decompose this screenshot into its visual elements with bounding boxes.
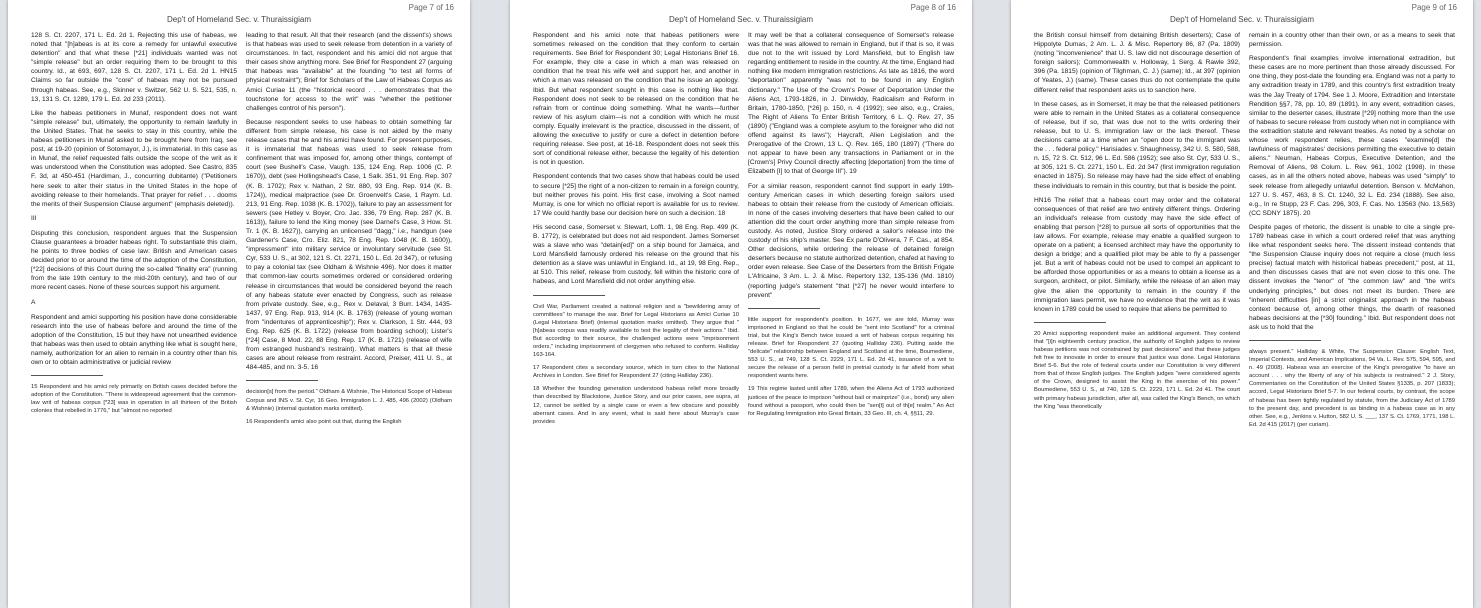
footnote: always present." Halliday & White, The Suspension Clause: English Text, Imperial Contexts, and American Implications, 94 Va. L. Rev. 575, 594, 595, and n. 49 (2008). Habeas was an exercise of the King's prerogative "to have an account . . . why the liberty of any of his subjects is restrained." 2 J. Story, Commentaries on the Constitution of the United States §1335, p. 207 (1833); accord, Legal Historians Brief 5-7. In our federal courts, by contrast, the scope of habeas has been tightly regulated by statute, from the Judiciary Act of 1789 to the present day, and precedent is as binding in a habeas case as in any other. See, e.g., Jenkins v. Hutton, 582 U. S. ___, 137 S. Ct. 1769, 1771, 198 L. Ed. 2d 415 (2017) (per curiam). (1249, 349, 1455, 428)
paragraph: remain in a country other than their own, or as a means to seek that permission. (1249, 32, 1455, 49)
footnote-divider (246, 380, 318, 381)
paragraph: Respondent and his amici note that habeas petitioners were sometimes released on the condition that they conform to certain requirements. See Brief for Respondent 30; Legal Historians Brief 16. For example, they cite a case in which a man was released on condition that he treat his wife well and support her, and another in which a man was released on the condition that he issue an apology. Ibid. But what respondent sought in this case is nothing like that. Respondent does not seek to be released on the condition that he refrain from or continue doing something. What he wants—further review of his asylum claim—is not a condition with which he must comply. Equally irrelevant is the practice, discussed in the dissent, of allowing the executive to justify or cure a defect in detention before requiring release. See post, at 16-18. Respondent does not seek this sort of conditional release either, because the legality of his detention is not in question. (533, 32, 739, 167)
column-right (246, 31, 452, 604)
section-heading: III (31, 214, 37, 222)
paragraph: leading to that result. All that their research (and the dissent's) shows is that habeas was used to seek release from detention in a variety of circumstances. In fact, respondent and his amici did not argue that their cases show anything more. See Brief for Respondent 27 (arguing that habeas was "available" at the founding "to test all forms of physical restraint"); Brief for Scholars of the Law of Habeas Corpus as Amici Curiae 11 (the "historical record . . . demonstrates that the touchstone for access to the writ" was "whether the petitioner challenges control of his person"). (246, 32, 452, 112)
page-columns (1034, 31, 1455, 604)
footnote: 17 Respondent cites a secondary source, which in turn cites to the National Archives in London. See Brief for Respondent 27 (citing Halliday 236). (533, 365, 739, 380)
paragraph: HN16 The relief that a habeas court may order and the collateral consequences of that relief are two entirely different things. Ordering an individual's release from custody may have the side effect of enabling that person [*28] to pursue all sorts of opportunities that the law allows. For example, release may enable a qualified surgeon to operate on a patient; a licensed architect may have the opportunity to design a bridge; and a qualified pilot may be able to fly a passenger jet. But a writ of habeas could not be used to compel an applicant to be afforded those opportunities or as a means to obtain a license as a surgeon, architect, or pilot. Similarly, while the release of an alien may give the alien the opportunity to remain in the country if the immigration laws permit, we have no evidence that the writ as it was known in 1789 could be used to require that aliens be permitted to (1034, 196, 1240, 313)
paragraph: Disputing this conclusion, respondent argues that the Suspension Clause guarantees a broader habeas right. To substantiate this claim, he points to three bodies of case law: British and American cases decided prior to or around the time of the adoption of the Constitution, [*22] decisions of this Court during the so-called "finality era" (running from the late 19th century to the mid-20th century), and two of our more recent cases. None of these sources support his argument. (31, 229, 237, 292)
paragraph: 128 S. Ct. 2207, 171 L. Ed. 2d 1. Rejecting this use of habeas, we noted that "[h]abeas is at its core a remedy for unlawful executive detention" and that what these [*21] individuals wanted was not "simple release" but an order requiring them to be brought to this country. Id., at 693, 697, 128 S. Ct. 2207, 171 L. Ed. 2d 1. HN15 Claims so far outside the "core" of habeas may not be pursued through habeas. See, e.g., Skinner v. Switzer, 562 U. S. 521, 535, n. 13, 131 S. Ct. 1289, 179 L. Ed. 2d 233 (2011). (31, 32, 237, 103)
paragraph: the British consul himself from detaining British deserters); Case of Hippolyte Dumas, 2 Am. L. J. & Misc. Repertory 86, 87 (Pa. 1809) (noting "inconvenience" that U. S. law did not discourage desertion of foreign sailors); Commonwealth v. Holloway, 1 Serg. & Rawle 392, 396 (Pa. 1815) (opinion of Tilghman, C. J.) (same); Id., at 397 (opinion of Yeates, J.) (same). These cases thus do not contemplate the quite different relief that respondent asks us to sanction here. (1034, 32, 1240, 94)
paragraph: His second case, Somerset v. Stewart, Lofft. 1, 98 Eng. Rep. 499 (K. B. 1772), is celebrated but does not aid respondent. James Somerset was a slave who was "detain[ed]" on a ship bound for Jamaica, and Lord Mansfield famously ordered his release on the ground that his detention as a slave was unlawful in England. Id., at 19, 98 Eng. Rep., at 510. This relief, release from custody, fell within the historic core of habeas, and Lord Mansfield did not order anything else. (533, 223, 739, 286)
footnote-divider (1249, 340, 1321, 341)
page-number: Page 7 of 16 (408, 3, 454, 12)
paragraph: It may well be that a collateral consequence of Somerset's release was that he was allowed to remain in England, but if that is so, it was due not to the writ issued by Lord Mansfield, but to English law regarding entitlement to reside in the country. At the time, England had nothing like modern immigration restrictions. As late as 1816, the word "deportation" apparently "was not to be found in any English dictionary." The Use of the Crown's Power of Deportation Under the Aliens Act, 1793-1826, in J. Dinwiddy, Radicalism and Reform in Britain, 1780-1850, [*26] p. 150, n. 4 (1992); see also, e.g., Craies, The Right of Aliens To Enter British Territory, 6 L. Q. Rev. 27, 35 (1890) ("England was a complete asylum to the foreigner who did not offend against its laws"); Haycraft, Alien Legislation and the Prerogative of the Crown, 13 L. Q. Rev. 165, 180 (1897) ("There do not appear to have been any transactions in Parliament or in the [Crown's] Privy Council directly affecting [deportation] from the time of Elizabeth [I] to that of George III"). 19 (748, 32, 954, 176)
document-page (8, 0, 470, 608)
running-header: Dep't of Homeland Sec. v. Thuraissigiam (669, 15, 813, 24)
paragraph: Respondent contends that two cases show that habeas could be used to secure [*25] the right of a non-citizen to remain in a foreign country, but neither proves his point. His first case, involving a Scot named Murray, is one for which no official report is available for us to review. 17 We could hardly base our decision here on such a decision. 18 (533, 173, 739, 217)
running-header: Dep't of Homeland Sec. v. Thuraissigiam (167, 15, 311, 24)
page-columns (533, 31, 954, 604)
footnote: 16 Respondent's amici also point out that, during the English (246, 418, 402, 425)
footnote: 18 Whether the founding generation understood habeas relief more broadly than described by Blackstone, Justice Story, and our prior cases, see supra, at 12, cannot be settled by a single case or even a few obscure and possibly aberrant cases. And in any event, what is said here about Murray's case provides (533, 386, 739, 425)
paragraph: Respondent and amici supporting his position have done considerable research into the use of habeas before and around the time of the adoption of the Constitution, 15 but they have not unearthed evidence that habeas was then used to obtain anything like what is sought here, namely, authorization for an alien to remain in a country other than his own or to obtain administrative or judicial review (31, 313, 237, 367)
footnote-divider (748, 308, 820, 309)
footnote-divider (533, 295, 605, 296)
footnote-divider (31, 375, 103, 376)
paragraph: Respondent's final examples involve international extradition, but these cases are no more pertinent than those already discussed. For one thing, they post-date the founding era. England was not a party to any extradition treaty in 1789, and this country's first extradition treaty was the Jay Treaty of 1794. See 1 J. Moore, Extradition and Interstate Rendition §§7, 78, pp. 10, 89 (1891). In any event, extradition cases, similar to the deserter cases, illustrate [*29] nothing more than the use of habeas to secure release from custody when not in compliance with the extradition statute and relevant treaties. As noted by a scholar on whose work respondent relies, these cases "examine[d] the lawfulness of magistrates' decisions permitting the executive to detain aliens." Neuman, Habeas Corpus, Executive Detention, and the Removal of Aliens, 98 Colum. L. Rev. 961, 1002 (1998). In these cases, as in all the others noted above, habeas was used "simply" to seek release from allegedly unlawful detention. Benson v. McMahon, 127 U. S. 457, 463, 8 S. Ct. 1240, 32 L. Ed. 234 (1888). See also, e.g., In re Stupp, 23 F. Cas. 296, 303, F. Cas. No. 13563 (No. 13,563) (CC SDNY 1875). 20 (1249, 55, 1455, 217)
footnote: Civil War, Parliament created a national religion and a "bewildering array of committees" to manage the war. Brief for Legal Historians as Amici Curiae 10 (Legal Historians Brief) (internal quotation marks omitted). They argue that "[h]abeas corpus was readily available to test the legality of their actions." Ibid. But according to their source, the challenged actions were "imprisonment orders," including imprisonment of clergymen who refused to conform. Halliday 163-164. (533, 303, 739, 359)
footnote: little support for respondent's position. In 1677, we are told, Murray was imprisoned in England so that he could be "sent into Scotland" for a criminal trial, but the King's Bench twice issued a writ of habeas corpus requiring his release. Brief for Respondent 27 (quoting Halliday 236). Putting aside the "delicate" relationship between England and Scotland at the time, Boumediene, 553 U. S., at 749, 128 S. Ct. 2229, 171 L. Ed. 2d 41, issuance of a writ to secure the release of a person held in pretrial custody is far afield from what respondent wants here. (748, 316, 954, 380)
column-left (1034, 31, 1240, 604)
paragraph: Because respondent seeks to use habeas to obtain something far different from simple release, his case is not aided by the many release cases that he and his amici have found. For present purposes, it is immaterial that habeas was used to seek release from confinement that was imposed for, among other things, contempt of court (see Bushell's Case, Vaugh. 135, 124 Eng. Rep. 1006 (C. P. 1670)), debt (see Hollingshead's Case, 1 Salk. 351, 91 Eng. Rep. 307 (K. B. 1702); Rex v. Nathan, 2 Str. 880, 93 Eng. Rep. 914 (K. B. 1724)), medical malpractice (see Dr. Groenvelt's Case, 1 Raym. Ld. 213, 91 Eng. Rep. 1038 (K. B. 1702)), failure to pay an assessment for sewers (see Hetley v. Boyer, Cro. Jac. 336, 79 Eng. Rep. 287 (K. B. 1613)), failure to lend the King money (see Darnel's Case, 3 How. St. Tr. 1 (K. B. 1627)), carrying an unlicensed "dagg," i.e., handgun (see Gardener's Case, Cro. Eliz. 821, 78 Eng. Rep. 1048 (K. B. 1600)), "impressment" into military service or involuntary servitude (see St. Cyr, 533 U. S., at 302, 121 S. Ct. 2271, 150 L. Ed. 2d 347), or refusing to pay a colonial tax (see Oldham & Wishnie 496). Nor does it matter that common-law courts sometimes ordered or considered ordering release in circumstances that would be considered beyond the reach of any habeas statute ever enacted by Congress, such as release from private custody. See, e.g., Rex v. Delaval, 3 Burr. 1434, 1435-1437, 97 Eng. Rep. 913, 914 (K. B. 1763) (release of young woman from "indentures of apprenticeship"); Rex v. Clarkson, 1 Str. 444, 93 Eng. Rep. 625 (K. B. 1722) (release from boarding school); Lister's [*24] Case, 8 Mod. 22, 88 Eng. Rep. 17 (K. B. 1721) (release of wife from estranged husband's restraint). What matters is that all these cases are about release from restraint. Accord, Preiser, 411 U. S., at 484-485, and nn. 3-5. 16 (246, 118, 452, 372)
page-number: Page 9 of 16 (1411, 3, 1457, 12)
column-right (1249, 31, 1455, 604)
footnote: decision[s] from the period." Oldham & Wishnie, The Historical Scope of Habeas Corpus and INS v. St. Cyr, 16 Geo. Immigration L. J. 485, 496 (2002) (Oldham & Wishnie) (internal quotation marks omitted). (246, 389, 452, 412)
paragraph: Like the habeas petitioners in Munaf, respondent does not want "simple release" but, ultimately, the opportunity to remain lawfully in the United States. That he seeks to stay in this country, while the habeas petitioners in Munaf asked to be brought here from Iraq, see post, at 19-20 (opinion of Sotomayor, J.), is immaterial. In this case as in Munaf, the relief requested falls outside the scope of the writ as it was understood when the Constitution was adopted. See Castro, 835 F. 3d, at 450-451 (Hardiman, J., concurring dubitante) ("Petitioners here seek to alter their status in the United States in the hope of avoiding release to their homelands. That prayer for relief . . . dooms the merits of their Suspension Clause argument" (emphasis deleted)). (31, 109, 237, 208)
footnote: 20 Amici supporting respondent make an additional argument. They contend that "[i]n eighteenth century practice, the authority of English judges to review habeas petitions was not constrained by past decisions" and that these judges felt free to innovate in order to ensure that justice was done. Legal Historians Brief 5-6. But the role of federal courts under our Constitution is very different from that of those English judges. The English judges "were considered agents of the Crown, designed to assist the King in the exercise of his power." Boumediene, 553 U. S., at 740, 128 S. Ct. 2229, 171 L. Ed. 2d 41. The court with primary habeas jurisdiction, after all, was called the King's Bench, on which the King "was theoretically (1034, 330, 1240, 410)
document-page (510, 0, 972, 608)
column-left (533, 31, 739, 604)
document-page (1011, 0, 1473, 608)
paragraph: For a similar reason, respondent cannot find support in early 19th-century American cases in which deserting foreign sailors used habeas to obtain their release from the custody of American officials. In none of the cases involving deserters that have been called to our attention did the court order anything more than simple release from custody. As noted, Justice Story ordered a sailor's release into the custody of his ship's master. See Ex parte D'Olivera, 7 F. Cas., at 854. Other decisions, while ordering the release of detained foreign deserters because no statute authorized detention, chafed at having to order even release. See Case of the Deserters from the British Frigate L'Africaine, 3 Am. L. J. & Misc. Repertory 132, 135-136 (Md. 1810) (reporting judge's statement "that [*27] he never would interfere to prevent" (748, 182, 954, 299)
section-heading: A (31, 298, 36, 306)
footnote-divider (1034, 322, 1106, 323)
column-left (31, 31, 237, 604)
column-right (748, 31, 954, 604)
footnote: 15 Respondent and his amici rely primarily on British cases decided before the adoption of the Constitution. "There is widespread agreement that the common-law writ of habeas corpus [*23] was in operation in all thirteen of the British colonies that rebelled in 1776," but "almost no reported (31, 384, 237, 415)
paragraph: In these cases, as in Somerset, it may be that the released petitioners were able to remain in the United States as a collateral consequence of release, but if so, that was due not to the writs ordering their release, but to U. S. immigration law or the lack thereof. These decisions came at a time when an "open door to the immigrant was the . . . federal policy." Harisiades v. Shaughnessy, 342 U. S. 580, 588, n. 15, 72 S. Ct. 512, 96 L. Ed. 586 (1952); see also St. Cyr, 533 U. S., at 305, 121 S. Ct. 2271, 150 L. Ed. 2d 347 (first immigration regulation enacted in 1875). So release may have had the side effect of enabling these individuals to remain in this country, but that is beside the point. (1034, 100, 1240, 190)
paragraph: Despite pages of rhetoric, the dissent is unable to cite a single pre-1789 habeas case in which a court ordered relief that was anything like what respondent seeks here. The dissent instead contends that "the Suspension Clause inquiry does not require a close (much less precise) factual match with historical habeas precedent," post, at 11, and then discusses cases that are not even close to this one. The dissent invokes the "tenor" of "the common law" and "the writ's underlying principles," but does not meet its burden. There are "inherent difficulties [in] a strict originalist approach in the habeas context because of, among other things, the dearth of reasoned habeas decisions at the [*30] founding." Ibid. But respondent does not ask us to hold that the (1249, 223, 1455, 331)
page-number: Page 8 of 16 (910, 3, 956, 12)
page-columns (31, 31, 452, 604)
footnote: 19 This regime lasted until after 1789, when the Aliens Act of 1793 authorized justices of the peace to imprison "without bail or mainprize" (i.e., bond) any alien found without a passport, who could then be "sen[t] out of th[e] realm." An Act for Regulating Immigration into Great Britain, 33 Geo. III, ch. 4, §§11, 29. (748, 386, 954, 417)
running-header: Dep't of Homeland Sec. v. Thuraissigiam (1170, 15, 1314, 24)
